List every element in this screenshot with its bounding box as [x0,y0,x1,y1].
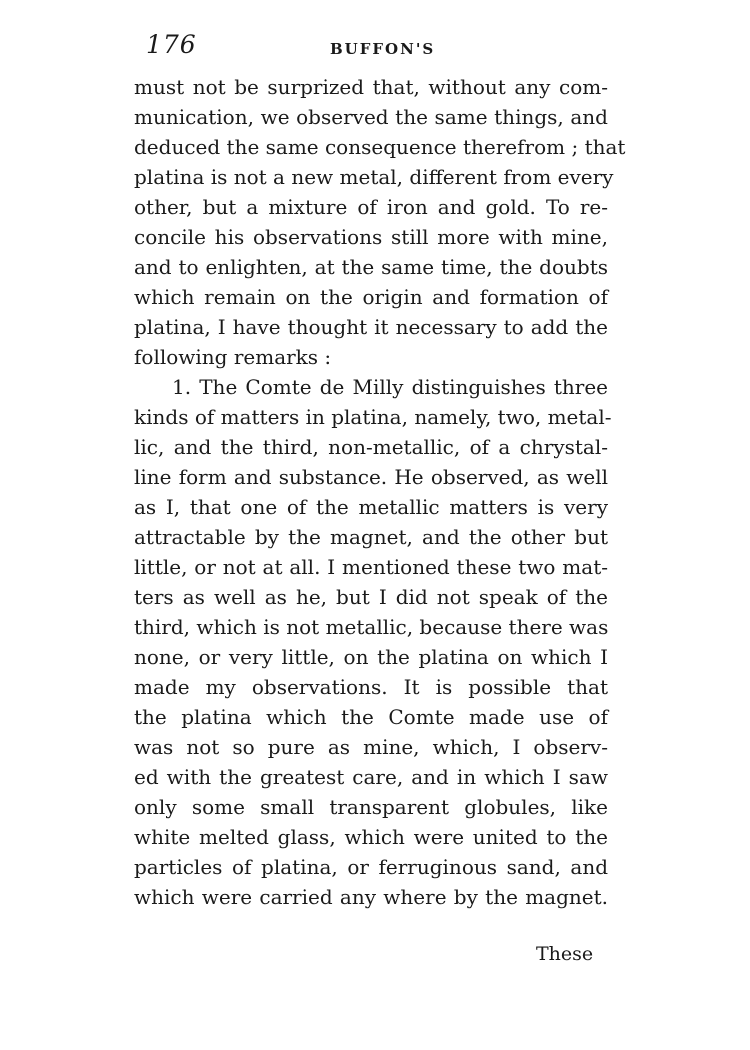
text-line: little, or not at all. I mentioned these two mat- [134,555,608,579]
text-line: deduced the same consequence therefrom ; that [134,135,626,159]
text-line: ters as well as he, but I did not speak of the [134,585,608,609]
text-line: platina, I have thought it necessary to add the [134,315,608,339]
text-line: as I, that one of the metallic matters is very [134,495,608,519]
catchword: These [536,943,594,965]
text-line: white melted glass, which were united to the [134,825,608,849]
text-line: kinds of matters in platina, namely, two, metal- [134,405,612,429]
text-line: munication, we observed the same things, and [134,105,608,129]
text-line: lic, and the third, non-metallic, of a chrystal- [134,435,608,459]
text-line: and to enlighten, at the same time, the doubts [134,255,608,279]
text-line: attractable by the magnet, and the other but [134,525,608,549]
text-line: was not so pure as mine, which, I observ- [134,735,608,759]
text-line: third, which is not metallic, because there was [134,615,609,639]
text-line: which remain on the origin and formation of [134,285,608,309]
text-line: the platina which the Comte made use of [134,705,608,729]
text-line: only some small transparent globules, like [134,795,608,819]
text-line: concile his observations still more with mine, [134,225,608,249]
text-line: which were carried any where by the magnet. [134,885,608,909]
text-line: other, but a mixture of iron and gold. To re- [134,195,608,219]
page-header [0,30,750,66]
text-line: platina is not a new metal, different from every [134,165,614,189]
running-head: BUFFON'S [330,40,436,58]
paragraph-start-line: 1. The Comte de Milly distinguishes three [172,375,608,399]
body-text [134,72,626,912]
text-line: line form and substance. He observed, as well [134,465,608,489]
text-line: made my observations. It is possible that [134,675,608,699]
text-line: ed with the greatest care, and in which I saw [134,765,608,789]
text-line: following remarks : [134,345,332,369]
text-line: none, or very little, on the platina on which I [134,645,608,669]
text-line: must not be surprized that, without any com- [134,75,608,99]
page-number: 176 [146,30,197,59]
text-line: particles of platina, or ferruginous sand, and [134,855,608,879]
